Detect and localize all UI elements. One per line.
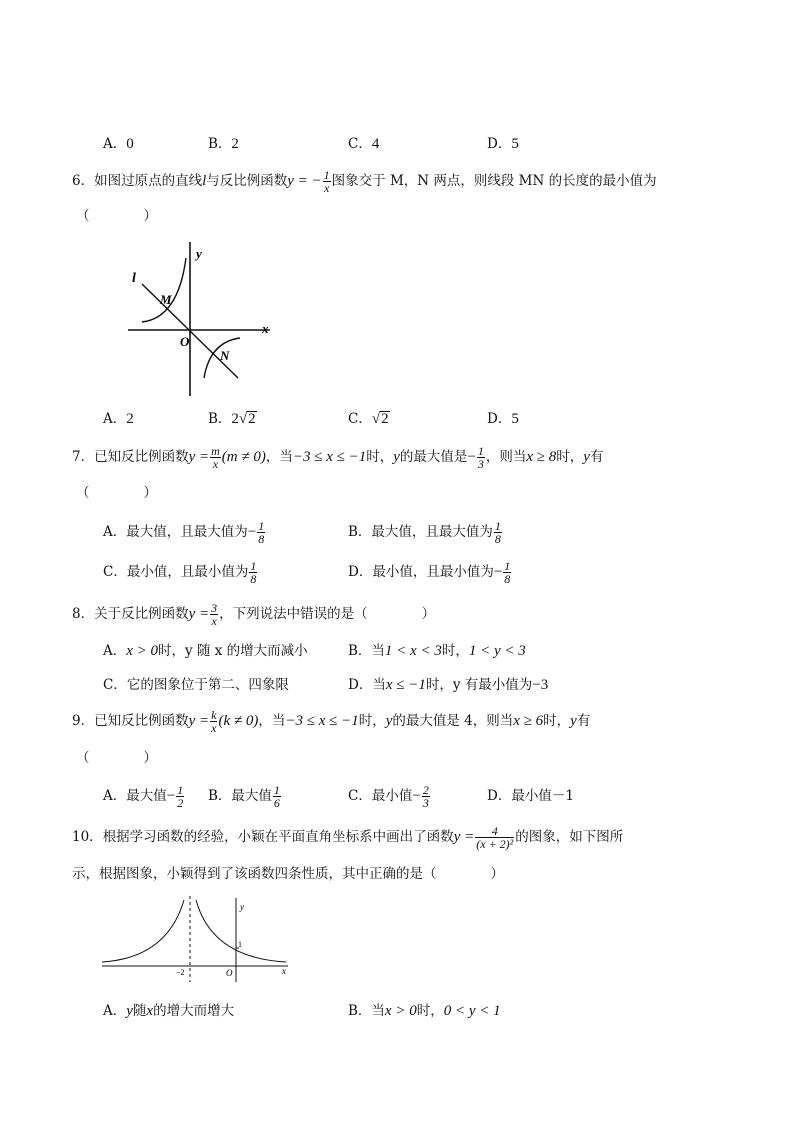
q8-stem: 8．关于反比例函数y = $\frac{3}{x}$ ，下列说法中错误的是（ ） (72, 601, 436, 628)
q10-stem: 10．根据学习函数的经验，小颖在平面直角坐标系中画出了函数y = $\frac{4}{\text{(x + 2)²}}$ 的图象，如下图所 (72, 824, 624, 851)
q6-option-c: C．√2 (348, 411, 389, 427)
q10-option-b: B．当x > 0时，0 < y < 1 (348, 1003, 501, 1019)
q9-option-a: A．最大值− $\frac{1}{2}$ (103, 783, 184, 810)
q6-option-a: A．2 (103, 411, 134, 427)
q6-answer-blank: （ ） (76, 208, 157, 224)
q9-option-d: D．最小值－1 (487, 788, 574, 804)
q7-option-c: C．最小值，且最小值为 $\frac{1}{8}$ (103, 559, 257, 586)
q5-option-d: D．5 (487, 136, 519, 152)
q8-option-c: C．它的图象位于第二、四象限 (103, 677, 289, 693)
fig6-label-y: y (196, 246, 202, 261)
fig10-label-o: O (226, 968, 233, 978)
q10-figure (102, 896, 292, 984)
fig6-label-m: M (160, 292, 172, 307)
q9-stem: 9．已知反比例函数y = $\frac{k}{x}$ (k ≠ 0)，当−3 ≤ x ≤ −1时，y的最大值是 4，则当x ≥ 6时，y有 (72, 708, 591, 735)
q7-answer-blank: （ ） (76, 485, 157, 501)
fig6-label-l: l (132, 271, 136, 286)
q8-option-a: A．x > 0时，y 随 x 的增大而减小 (103, 643, 308, 659)
fig10-label-one: 1 (238, 940, 242, 949)
q6-fraction: $\frac{1}{x}$ (323, 168, 330, 195)
q8-option-b: B．当1 < x < 3时，1 < y < 3 (348, 643, 526, 659)
fig10-label-neg2: −2 (176, 968, 185, 977)
q6-figure (120, 238, 280, 398)
q9-option-b: B．最大值 $\frac{1}{6}$ (208, 783, 280, 810)
fig6-label-n: N (220, 348, 230, 363)
fig6-label-o: O (180, 334, 190, 349)
q6-option-b: B．2√2 (208, 411, 256, 427)
fig10-label-x: x (282, 966, 286, 976)
q8-option-d: D．当x ≤ −1时，y 有最小值为−3 (348, 677, 549, 693)
fig10-label-y: y (240, 902, 244, 912)
q7-option-b: B．最大值，且最大值为 $\frac{1}{8}$ (348, 519, 501, 546)
q5-option-c: C．4 (348, 136, 380, 152)
q7-option-d: D．最小值，且最小值为− $\frac{1}{8}$ (348, 559, 511, 586)
q5-option-b: B．2 (208, 136, 239, 152)
q7-option-a: A．最大值，且最大值为− $\frac{1}{8}$ (103, 519, 265, 546)
q9-option-c: C．最小值− $\frac{2}{3}$ (348, 783, 429, 810)
q5-option-a: A．0 (103, 136, 134, 152)
q7-stem: 7．已知反比例函数y = $\frac{m}{x}$ (m ≠ 0)，当−3 ≤ x ≤ −1时，y的最大值是− $\frac{1}{3}$ ，则当x ≥ 8时，y有 (72, 444, 604, 471)
q6-option-d: D．5 (487, 411, 519, 427)
q9-answer-blank: （ ） (76, 750, 157, 766)
q6-stem: 6．如图过原点的直线l与反比例函数y = − $\frac{1}{x}$ 图象交于 M，N 两点，则线段 MN 的长度的最小值为 (72, 168, 657, 195)
q10-stem-line2: 示，根据图象，小颖得到了该函数四条性质，其中正确的是（ ） (72, 866, 504, 882)
fig6-label-x: x (262, 321, 269, 336)
q10-option-a: A．y随x的增大而增大 (103, 1003, 235, 1019)
